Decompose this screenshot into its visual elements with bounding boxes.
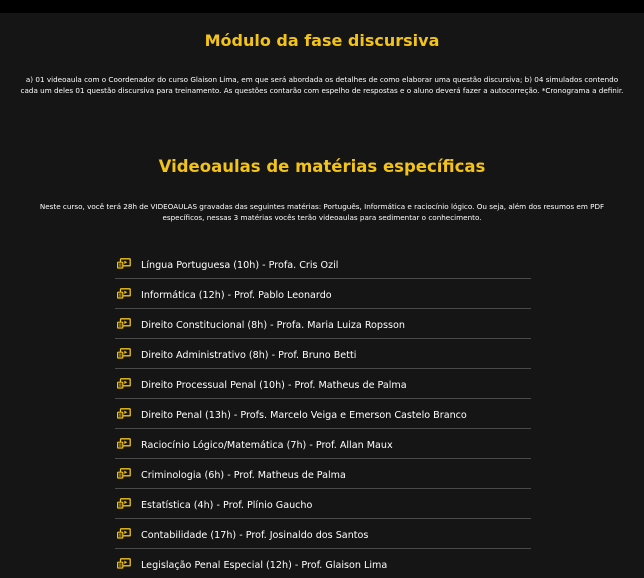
list-item-label: Informática (12h) - Prof. Pablo Leonardo (141, 289, 332, 301)
list-item-label: Direito Processual Penal (10h) - Prof. Matheus de Palma (141, 379, 407, 391)
course-item-3[interactable] (115, 309, 531, 339)
videoaulas-description: Neste curso, você terá 28h de VIDEOAULAS gravadas das seguintes matérias: Português, Informática e raciocínio lógico. Ou seja, além dos resumos em PDF específicos, nessas 3 matérias vocês terão videoaulas para sedimentar o conhecimento. (39, 202, 605, 222)
course-item-4[interactable] (115, 339, 531, 369)
video-lesson-icon (117, 348, 131, 359)
video-lesson-icon (117, 528, 131, 539)
list-item-label: Legislação Penal Especial (12h) - Prof. Glaison Lima (141, 559, 388, 571)
video-lesson-icon (117, 558, 131, 569)
list-item-label: Direito Penal (13h) - Profs. Marcelo Veiga e Emerson Castelo Branco (141, 409, 467, 421)
list-item-label: Raciocínio Lógico/Matemática (7h) - Prof. Allan Maux (141, 439, 393, 451)
modulo-description: a) 01 videoaula com o Coordenador do curso Glaison Lima, em que será abordada os detalhes de como elaborar uma questão discursiva; b) 04 simulados contendo cada um deles 01 questão discursiva para treinamento. As questões contarão com espelho de respostas e o aluno deverá fazer a autocorreção. *Cronograma a definir. (20, 75, 624, 95)
video-lesson-icon (117, 288, 131, 299)
course-item-9[interactable] (115, 489, 531, 519)
list-item-label: Língua Portuguesa (10h) - Profa. Cris Ozil (141, 259, 339, 271)
course-item-7[interactable] (115, 429, 531, 459)
course-item-1[interactable] (115, 249, 531, 279)
list-item-label: Direito Constitucional (8h) - Profa. Maria Luiza Ropsson (141, 319, 405, 331)
section-title-videoaulas: Videoaulas de matérias específicas (158, 157, 486, 176)
course-list (115, 249, 531, 578)
video-lesson-icon (117, 378, 131, 389)
video-lesson-icon (117, 258, 131, 269)
video-lesson-icon (117, 318, 131, 329)
section-title-modulo-discursiva: Módulo da fase discursiva (204, 31, 440, 50)
list-item-label: Criminologia (6h) - Prof. Matheus de Palma (141, 469, 346, 481)
course-item-6[interactable] (115, 399, 531, 429)
video-lesson-icon (117, 408, 131, 419)
course-item-5[interactable] (115, 369, 531, 399)
video-lesson-icon (117, 438, 131, 449)
video-lesson-icon (117, 468, 131, 479)
course-item-8[interactable] (115, 459, 531, 489)
course-item-10[interactable] (115, 519, 531, 549)
list-item-label: Estatística (4h) - Prof. Plínio Gaucho (141, 499, 313, 511)
list-item-label: Direito Administrativo (8h) - Prof. Bruno Betti (141, 349, 357, 361)
list-item-label: Contabilidade (17h) - Prof. Josinaldo dos Santos (141, 529, 369, 541)
course-item-2[interactable] (115, 279, 531, 309)
top-bar (0, 0, 644, 13)
course-item-11[interactable] (115, 549, 531, 578)
video-lesson-icon (117, 498, 131, 509)
